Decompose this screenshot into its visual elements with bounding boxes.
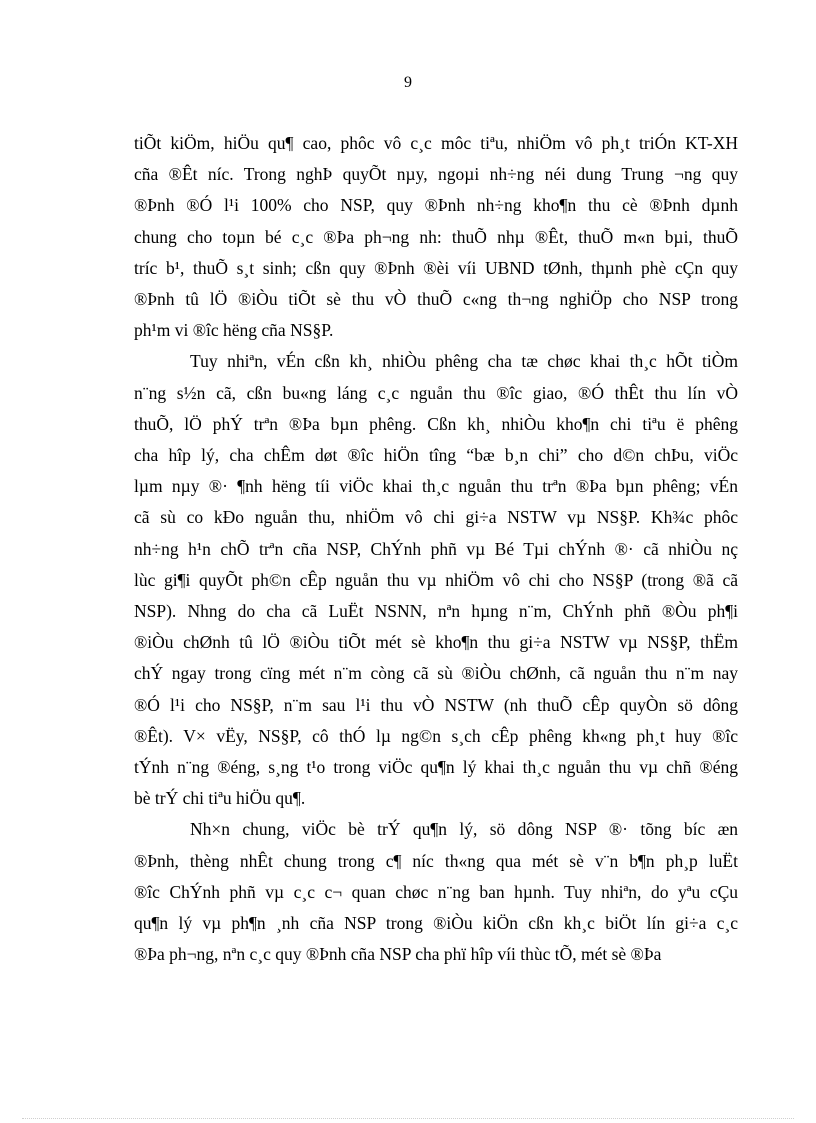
text-line: ph¹m vi ®îc hëng cña NS§P. bbox=[134, 320, 334, 341]
text-line: lµm nµy ®· ¶nh hëng tíi viÖc khai th¸c nguån thu trªn ®Þa bµn phêng; vÉn bbox=[134, 476, 738, 497]
text-line: chÝ ngay trong cïng mét n¨m còng cã sù ®iÒu chØnh, cã nguån thu n¨m nay bbox=[134, 663, 738, 684]
text-line: thuÕ, lÖ phÝ trªn ®Þa bµn phêng. Cßn kh¸ nhiÒu kho¶n chi tiªu ë phêng bbox=[134, 413, 738, 434]
body-text bbox=[134, 128, 738, 970]
text-line: ®Þnh, thèng nhÊt chung trong c¶ níc th«ng qua mét sè v¨n b¶n ph¸p luËt bbox=[134, 850, 738, 871]
text-line: Tuy nhiªn, vÉn cßn kh¸ nhiÒu phêng cha tæ chøc khai th¸c hÕt tiÒm bbox=[190, 351, 738, 372]
text-line: tríc b¹, thuÕ s¸t sinh; cßn quy ®Þnh ®èi víi UBND tØnh, thµnh phè cÇn quy bbox=[134, 257, 738, 278]
text-line: NSP). Nhng do cha cã LuËt NSNN, nªn hµng n¨m, ChÝnh phñ ®Òu ph¶i bbox=[134, 601, 738, 622]
text-line: ®Þnh tû lÖ ®iÒu tiÕt sè thu vÒ thuÕ c«ng th¬ng nghiÖp cho NSP trong bbox=[134, 289, 738, 310]
text-line: ®Êt). V× vËy, NS§P, cô thÓ lµ ng©n s¸ch cÊp phêng kh«ng ph¸t huy ®îc bbox=[134, 725, 738, 746]
text-line: tÝnh n¨ng ®éng, s¸ng t¹o trong viÖc qu¶n lý khai th¸c nguån thu vµ chñ ®éng bbox=[134, 757, 738, 778]
text-line: ®Þnh ®Ó l¹i 100% cho NSP, quy ®Þnh nh÷ng kho¶n thu cè ®Þnh dµnh bbox=[134, 195, 738, 216]
paragraph bbox=[134, 814, 738, 970]
text-line: bè trÝ chi tiªu hiÖu qu¶. bbox=[134, 788, 306, 809]
text-line: chung cho toµn bé c¸c ®Þa ph¬ng nh: thuÕ nhµ ®Êt, thuÕ m«n bµi, thuÕ bbox=[134, 226, 738, 247]
text-line: Nh×n chung, viÖc bè trÝ qu¶n lý, sö dông NSP ®· tõng bíc æn bbox=[190, 819, 738, 840]
text-line: n¨ng s½n cã, cßn bu«ng láng c¸c nguån thu ®îc giao, ®Ó thÊt thu lín vÒ bbox=[134, 382, 738, 403]
text-line: nh÷ng h¹n chÕ trªn cña NSP, ChÝnh phñ vµ Bé Tµi chÝnh ®· cã nhiÒu nç bbox=[134, 538, 738, 559]
text-line: lùc gi¶i quyÕt ph©n cÊp nguån thu vµ nhiÖm vô chi cho NS§P (trong ®ã cã bbox=[134, 569, 738, 590]
text-line: tiÕt kiÖm, hiÖu qu¶ cao, phôc vô c¸c môc tiªu, nhiÖm vô ph¸t triÓn KT-XH bbox=[134, 133, 738, 153]
paragraph bbox=[134, 128, 738, 346]
paragraph bbox=[134, 346, 738, 814]
page-number: 9 bbox=[404, 74, 412, 91]
text-line: cña ®Êt níc. Trong nghÞ quyÕt nµy, ngoµi nh÷ng néi dung Trung ¬ng quy bbox=[134, 164, 738, 185]
text-line: ®îc ChÝnh phñ vµ c¸c c¬ quan chøc n¨ng ban hµnh. Tuy nhiªn, do yªu cÇu bbox=[134, 881, 738, 902]
text-line: cã sù co kÐo nguån thu, nhiÖm vô chi gi÷a NSTW vµ NS§P. Kh¾c phôc bbox=[134, 507, 738, 528]
text-line: cha hîp lý, cha chÊm døt ®îc hiÖn tîng “bæ b¸n chi” cho d©n chÞu, viÖc bbox=[134, 445, 738, 466]
page-bottom-rule bbox=[22, 1118, 794, 1119]
text-line: ®iÒu chØnh tû lÖ ®iÒu tiÕt mét sè kho¶n thu gi÷a NSTW vµ NS§P, thËm bbox=[134, 632, 738, 653]
text-line: ®Ó l¹i cho NS§P, n¨m sau l¹i thu vÒ NSTW (nh thuÕ cÊp quyÒn sö dông bbox=[134, 694, 738, 715]
text-line: qu¶n lý vµ ph¶n ¸nh cña NSP trong ®iÒu kiÖn cßn kh¸c biÖt lín gi÷a c¸c bbox=[134, 913, 738, 934]
text-line: ®Þa ph¬ng, nªn c¸c quy ®Þnh cña NSP cha phï hîp víi thùc tÕ, mét sè ®Þa bbox=[134, 944, 662, 965]
